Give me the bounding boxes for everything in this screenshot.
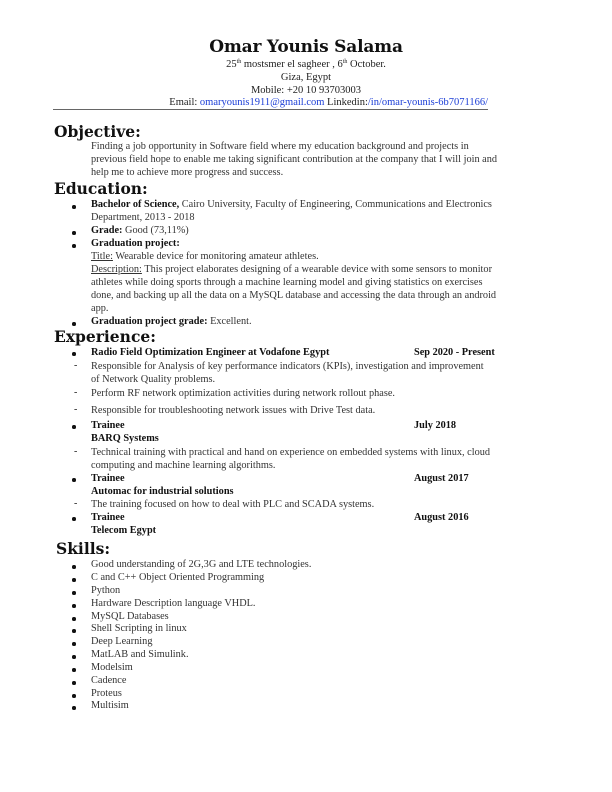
job-duty: of Network Quality problems. [91,374,216,385]
skill-item: Modelsim [91,662,133,673]
dash-icon: - [74,387,78,398]
project-grade-value: Excellent. [207,316,252,327]
skill-item: Cadence [91,675,127,686]
bullet-icon [72,352,76,356]
skill-item: MatLAB and Simulink. [91,649,189,660]
project-desc-line [91,264,492,277]
job-date: August 2016 [414,512,469,523]
job-duty: computing and machine learning algorithms. [91,460,276,471]
dash-icon: - [74,360,78,371]
resume-header [0,36,612,97]
degree-text: Cairo University, Faculty of Engineering, Communications and Electronics [179,199,492,210]
degree-line-2: Department, 2013 - 2018 [91,212,195,223]
job-duty: Responsible for troubleshooting network issues with Drive Test data. [91,405,376,416]
project-heading: Graduation project: [91,238,180,249]
bullet-icon [72,694,76,698]
job-date: Sep 2020 - Present [414,347,495,358]
job-company: Telecom Egypt [91,525,157,536]
grade-line [91,225,189,238]
project-title-line [91,251,319,264]
job-role: Trainee [91,473,125,484]
project-desc-line: app. [91,303,109,314]
degree-line [91,199,492,212]
job-company: BARQ Systems [91,433,159,444]
dash-icon: - [74,404,78,415]
bullet-icon [72,642,76,646]
address-city: October. [347,59,386,70]
skill-item: Deep Learning [91,636,153,647]
bullet-icon [72,668,76,672]
skill-item: Multisim [91,700,129,711]
job-duty: The training focused on how to deal with PLC and SCADA systems. [91,499,375,510]
bullet-icon [72,231,76,235]
address-line-1 [0,58,612,71]
job-role: Trainee [91,512,125,523]
section-title-education: Education: [54,179,148,198]
project-title: Wearable device for monitoring amateur athletes. [112,251,319,262]
skill-item: MySQL Databases [91,611,169,622]
linkedin-label: Linkedin: [324,97,368,108]
mobile-number: Mobile: +20 10 93703003 [250,85,362,96]
bullet-icon [72,655,76,659]
project-desc-text: This project elaborates designing of a wearable device with some sensors to monitor [141,264,493,275]
project-grade-label: Graduation project grade: [91,316,208,327]
objective-line: previous field hope to enable me taking significant contribution at the company that I will join and [91,154,498,165]
skill-item: Proteus [91,688,122,699]
bullet-icon [72,578,76,582]
ordinal-suffix: th [236,59,242,65]
job-role: Trainee [91,420,125,431]
bullet-icon [72,629,76,633]
grade-value: Good (73,11%) [122,225,189,236]
ordinal-suffix: th [342,59,348,65]
contact-line [53,96,488,110]
email-link[interactable]: omaryounis1911@gmail.com [199,97,325,108]
skill-item: Hardware Description language VHDL. [91,598,256,609]
project-desc-line: done, and backing up all the data on a MySQL database and accessing the data through an android [91,290,497,301]
grade-label: Grade: [91,225,123,236]
bullet-icon [72,604,76,608]
skill-item: Good understanding of 2G,3G and LTE technologies. [91,559,312,570]
job-duty: Responsible for Analysis of key performance indicators (KPIs), investigation and improvement [91,361,484,372]
bullet-icon [72,244,76,248]
skill-item: Python [91,585,121,596]
candidate-name: Omar Younis Salama [209,37,403,57]
section-title-skills: Skills: [56,539,111,558]
email-label: Email: [169,97,200,108]
degree-label: Bachelor of Science, [91,199,180,210]
section-title-experience: Experience: [54,327,156,346]
objective-line: help me to achieve more progress and success. [91,167,284,178]
section-title-objective: Objective: [54,122,141,141]
bullet-icon [72,517,76,521]
job-date: July 2018 [414,420,457,431]
address-line-2: Giza, Egypt [280,72,332,83]
objective-line: Finding a job opportunity in Software field where my education background and projects in [91,141,469,152]
bullet-icon [72,565,76,569]
job-duty: Perform RF network optimization activities during network rollout phase. [91,388,395,399]
job-date: August 2017 [414,473,469,484]
project-desc-label: Description: [91,264,142,275]
dash-icon: - [74,498,78,509]
skill-item: Shell Scripting in linux [91,623,187,634]
bullet-icon [72,478,76,482]
project-label [91,238,180,251]
job-duty: Technical training with practical and hand on experience on embedded systems with linux, cloud [91,447,491,458]
address-district-number: 6 [337,59,343,70]
bullet-icon [72,617,76,621]
skill-item: C and C++ Object Oriented Programming [91,572,265,583]
job-role: Radio Field Optimization Engineer at Vodafone Egypt [91,347,330,358]
dash-icon: - [74,446,78,457]
address-street: mostsmer el sagheer , [241,59,338,70]
bullet-icon [72,591,76,595]
bullet-icon [72,425,76,429]
project-title-label: Title: [91,251,113,262]
job-company: Automac for industrial solutions [91,486,234,497]
bullet-icon [72,205,76,209]
bullet-icon [72,681,76,685]
address-number: 25 [226,59,237,70]
bullet-icon [72,706,76,710]
bullet-icon [72,322,76,326]
project-desc-line: athletes while doing sports through a machine learning model and giving statistics on exercises [91,277,483,288]
linkedin-link[interactable]: /in/omar-younis-6b7071166/ [367,97,488,108]
